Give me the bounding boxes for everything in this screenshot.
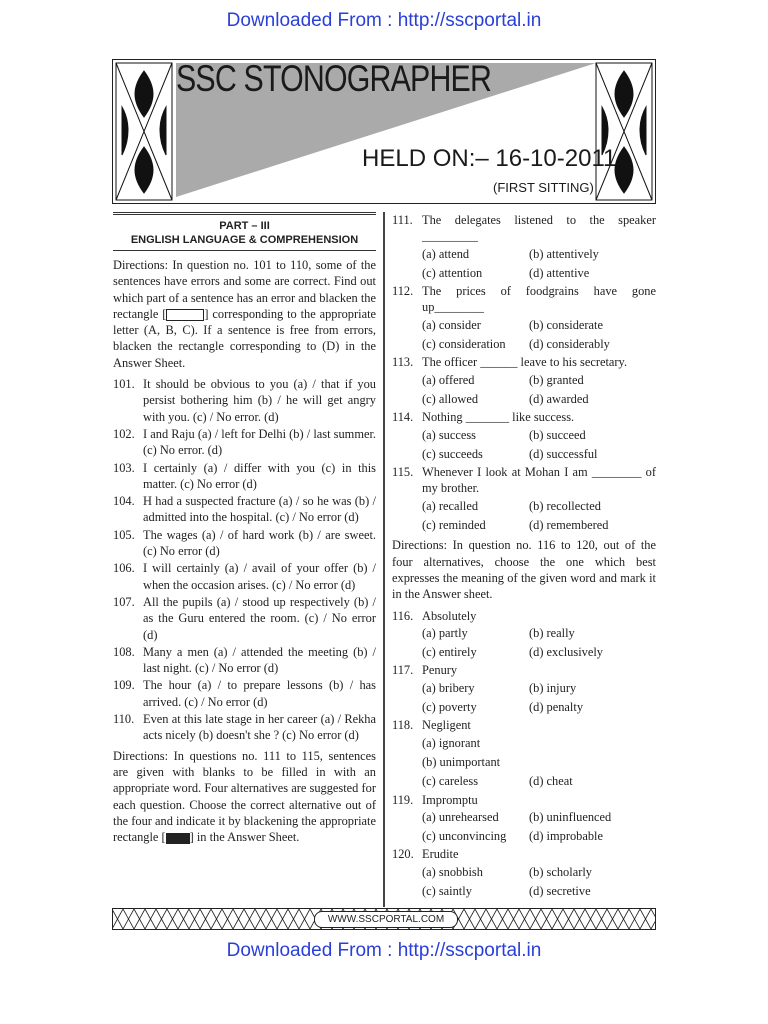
question-item — [392, 662, 656, 715]
directions-text: Directions: In questions no. 111 to 115, sentences are given with blanks to be filled in with an appropriate word. Four alternatives are suggested for each question. Choose the correct alternative out of the four and indicate it by blackening the appropriate rectangle [ — [113, 748, 376, 845]
question-item — [113, 493, 376, 526]
option: (b) uninfluenced — [529, 809, 612, 824]
directions-text: ] in the Answer Sheet. — [189, 830, 300, 845]
option: (c) reminded — [422, 518, 486, 533]
download-link-top[interactable]: Downloaded From : http://sscportal.in — [226, 10, 542, 31]
part-heading — [113, 212, 376, 251]
question-number: 113. — [392, 355, 414, 370]
option: (d) remembered — [529, 518, 609, 533]
question-stem — [392, 212, 656, 245]
question-number: 110. — [113, 712, 135, 727]
blank-rectangle-icon — [166, 309, 204, 321]
question-number: 103. — [113, 460, 135, 475]
question-text: I and Raju (a) / left for Delhi (b) / last summer. (c) No error. (d) — [143, 426, 376, 458]
question-number: 109. — [113, 678, 135, 693]
option-grid — [392, 246, 656, 282]
part-subtitle: ENGLISH LANGUAGE & COMPREHENSION — [130, 234, 359, 246]
option: (d) attentive — [529, 265, 590, 280]
question-item — [392, 464, 656, 533]
option: (b) recollected — [529, 498, 601, 513]
filled-rectangle-icon — [166, 833, 190, 844]
question-text: The wages (a) / of hard work (b) / are sweet. (c) No error (d) — [143, 527, 376, 559]
question-number: 114. — [392, 410, 414, 425]
question-item — [392, 717, 656, 789]
option: (c) careless — [422, 774, 479, 789]
directions-synonyms: Directions: In question no. 116 to 120, out of the four alternatives, choose the one which best expresses the meaning of the given word and mark it in the Answer sheet. — [392, 538, 656, 602]
exam-title: SSC STONOGRAPHER — [176, 58, 492, 99]
option: (b) attentively — [529, 246, 599, 261]
question-item — [113, 677, 376, 710]
option: (a) snobbish — [422, 864, 483, 879]
question-item — [392, 608, 656, 661]
question-text: I will certainly (a) / avail of your offer (b) / when the occasion arises. (c) / No error (d) — [143, 561, 376, 592]
option: (a) attend — [422, 246, 470, 261]
option: (c) consideration — [422, 337, 506, 352]
option-grid — [392, 317, 656, 353]
footer-url-link[interactable]: WWW.SSCPORTAL.COM — [314, 911, 458, 928]
question-text: The delegates listened to the speaker _________ — [422, 213, 656, 244]
blank-question-list — [392, 212, 656, 533]
question-text: H had a suspected fracture (a) / so he was (b) / admitted into the hospital. (c) / No error (d) — [143, 494, 376, 525]
question-item — [113, 711, 376, 744]
question-text: It should be obvious to you (a) / that if you persist bothering him (b) / he will get angry with you. (c) / No error. (d) — [143, 377, 376, 424]
option: (c) poverty — [422, 700, 477, 715]
question-stem — [392, 409, 656, 425]
option: (d) awarded — [529, 391, 589, 406]
meaning-question-list — [392, 608, 656, 900]
option: (d) successful — [529, 446, 598, 461]
option: (a) recalled — [422, 498, 479, 513]
option: (c) unconvincing — [422, 829, 507, 844]
question-item — [392, 354, 656, 407]
option: (b) considerate — [529, 317, 603, 332]
question-item — [392, 846, 656, 899]
question-text: I certainly (a) / differ with you (c) in this matter. (c) No error (d) — [143, 460, 376, 491]
question-number: 118. — [392, 718, 414, 733]
question-item — [113, 527, 376, 560]
option: (b) succeed — [529, 427, 586, 442]
option: (b) really — [529, 625, 575, 640]
question-number: 107. — [113, 594, 135, 609]
option: (d) considerably — [529, 337, 610, 352]
option-grid — [392, 773, 656, 789]
option-grid — [392, 864, 656, 900]
question-item — [392, 409, 656, 462]
question-number: 119. — [392, 792, 414, 807]
question-stem — [392, 846, 656, 862]
question-item — [113, 426, 376, 459]
left-ornament — [116, 63, 172, 200]
sitting-label: (FIRST SITTING) — [493, 180, 594, 195]
question-item — [392, 283, 656, 352]
option-grid — [392, 625, 656, 661]
question-stem — [392, 608, 656, 624]
option: (a) ignorant — [422, 735, 481, 750]
question-word: Absolutely — [422, 608, 477, 623]
question-item — [113, 560, 376, 593]
option: (d) improbable — [529, 829, 603, 844]
question-number: 115. — [392, 465, 414, 480]
question-number: 101. — [113, 377, 135, 392]
option: (a) offered — [422, 372, 475, 387]
question-text: All the pupils (a) / stood up respectively (b) / as the Guru entered the room. (c) / No error (d) — [143, 594, 376, 642]
question-number: 120. — [392, 847, 414, 862]
option: (b) injury — [529, 680, 577, 695]
question-number: 106. — [113, 561, 135, 576]
question-text: The hour (a) / to prepare lessons (b) / has arrived. (c) / No error (d) — [143, 678, 376, 709]
question-text: Whenever I look at Mohan I am ________ of my brother. — [422, 465, 656, 496]
right-ornament — [596, 63, 652, 200]
question-text: The prices of foodgrains have gone up________ — [422, 284, 656, 315]
question-text: Even at this late stage in her career (a) / Rekha acts nicely (b) doesn't she ? (c) No error (d) — [143, 712, 376, 743]
option: (a) unrehearsed — [422, 809, 499, 824]
held-on-date: HELD ON:– 16-10-2011 — [362, 145, 617, 172]
option-grid — [392, 809, 656, 845]
directions-text: ] corresponding to the appropriate letter (A, B, C). If a sentence is free from errors, blacken the rectangle corresponding to (D) in the Answer Sheet. — [113, 306, 377, 370]
option: (c) attention — [422, 265, 483, 280]
option: (a) success — [422, 427, 477, 442]
option-grid — [392, 498, 656, 534]
question-item — [392, 212, 656, 281]
option: (b) unimportant — [422, 754, 501, 769]
question-number: 112. — [392, 284, 414, 299]
option: (d) cheat — [529, 774, 573, 789]
question-number: 102. — [113, 426, 135, 441]
option: (a) bribery — [422, 680, 475, 695]
left-column — [113, 212, 376, 850]
question-number: 117. — [392, 663, 414, 678]
download-link-bottom[interactable]: Downloaded From : http://sscportal.in — [226, 940, 542, 961]
option: (c) saintly — [422, 883, 472, 898]
option: (b) scholarly — [529, 864, 592, 879]
option: (a) consider — [422, 317, 481, 332]
question-text: Many a men (a) / attended the meeting (b) / last night. (c) / No error (d) — [143, 644, 376, 676]
question-word: Penury — [422, 663, 458, 678]
question-stem — [392, 283, 656, 316]
option: (c) allowed — [422, 391, 479, 406]
option: (a) partly — [422, 625, 468, 640]
directions-error-spotting — [113, 257, 376, 371]
option-grid — [392, 372, 656, 408]
question-text: Nothing _______ like success. — [422, 410, 575, 425]
option: (b) granted — [529, 372, 584, 387]
error-question-list — [113, 376, 376, 744]
column-divider — [383, 212, 385, 907]
question-word: Erudite — [422, 847, 459, 862]
question-item — [113, 376, 376, 425]
option: (d) secretive — [529, 883, 591, 898]
question-item — [113, 644, 376, 677]
question-item — [113, 460, 376, 493]
part-title: PART – III — [219, 220, 270, 232]
question-word: Impromptu — [422, 792, 478, 807]
question-number: 105. — [113, 527, 135, 542]
question-text: The officer ______ leave to his secretary. — [422, 355, 628, 370]
question-stem — [392, 792, 656, 808]
right-column — [392, 212, 656, 901]
question-stem — [392, 464, 656, 497]
question-stem — [392, 354, 656, 370]
question-stem — [392, 662, 656, 678]
question-number: 104. — [113, 494, 135, 509]
option: (c) entirely — [422, 645, 477, 660]
question-number: 116. — [392, 608, 414, 623]
option-grid — [392, 427, 656, 463]
option: (d) penalty — [529, 700, 584, 715]
option: (c) succeeds — [422, 446, 483, 461]
question-word: Negligent — [422, 718, 471, 733]
question-item — [113, 594, 376, 643]
question-item — [392, 792, 656, 845]
question-stem — [392, 717, 656, 733]
option: (d) exclusively — [529, 645, 603, 660]
directions-fill-blanks — [113, 748, 376, 846]
question-number: 111. — [392, 213, 413, 227]
directions-text: Directions: In question no. 101 to 110, some of the sentences have errors and some are correct. Find out which part of a sentence has an error and blacken the rectangle [ — [113, 258, 376, 321]
question-number: 108. — [113, 644, 135, 659]
option-grid — [392, 680, 656, 716]
